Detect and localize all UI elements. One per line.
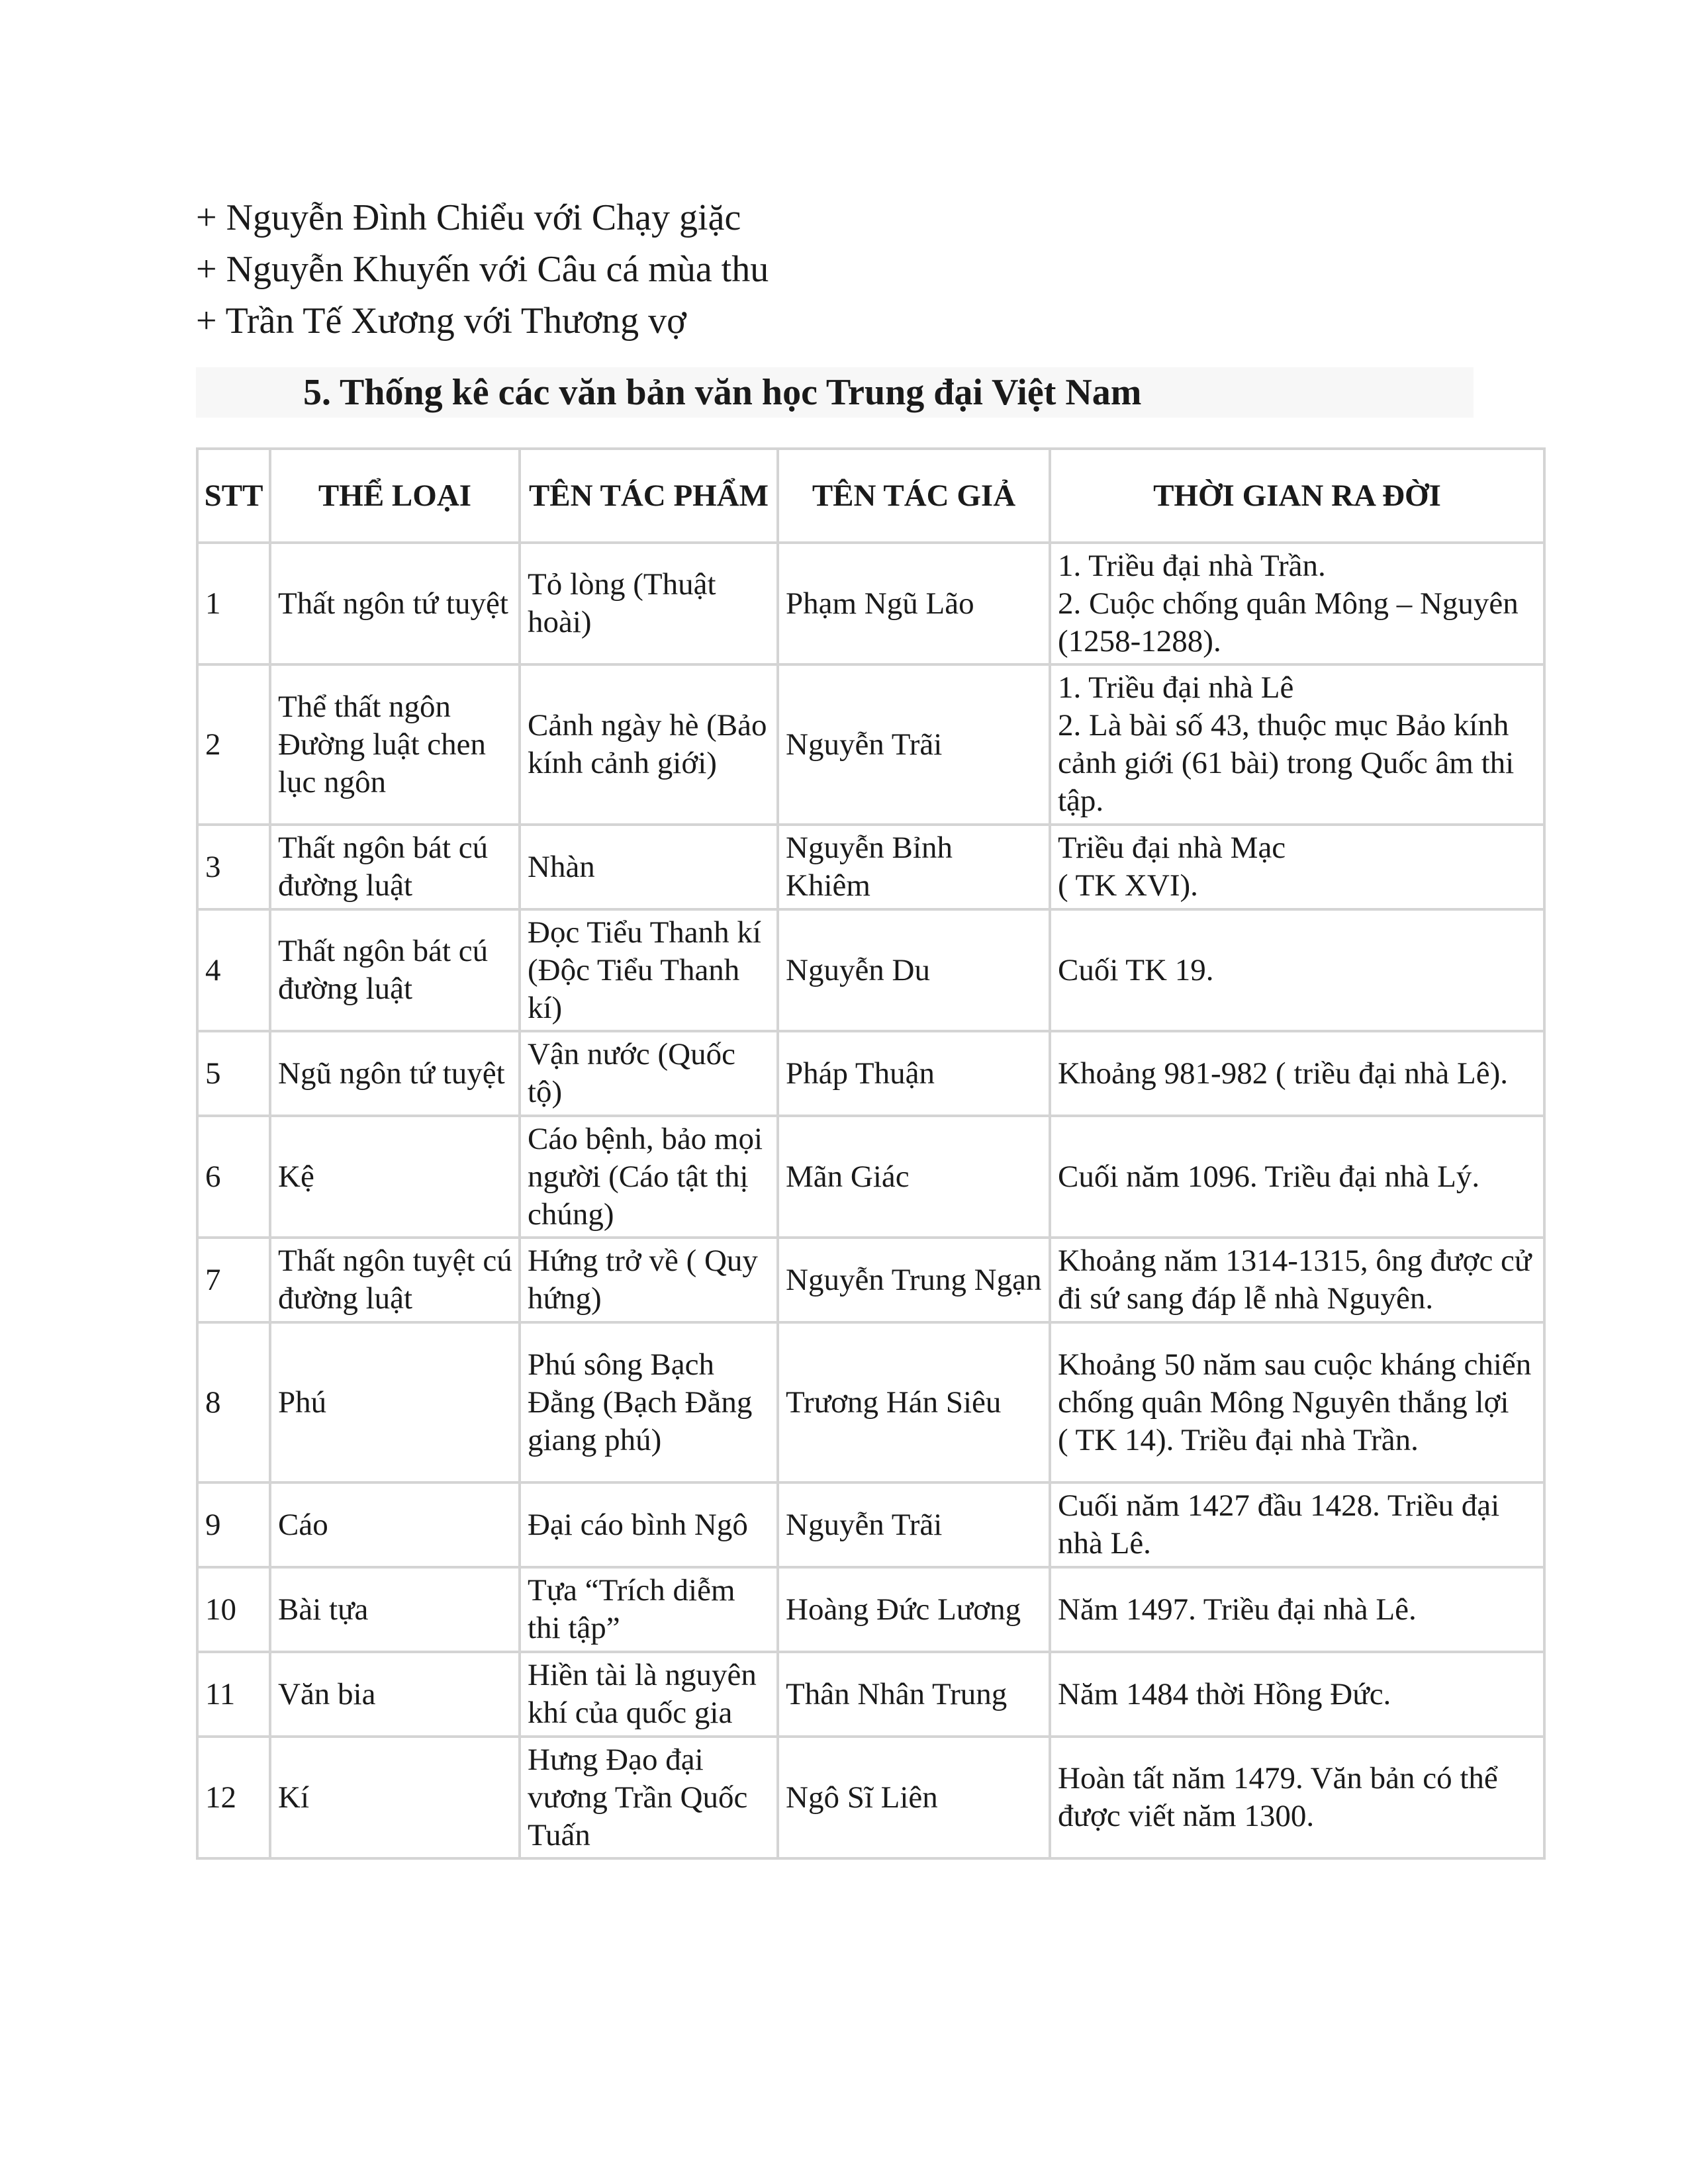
cell-work-title: Phú sông Bạch Đằng (Bạch Đằng giang phú) — [520, 1322, 778, 1482]
cell-time: 1. Triều đại nhà Trần. 2. Cuộc chống quân Mông – Nguyên (1258-1288). — [1050, 543, 1544, 664]
cell-time: Cuối TK 19. — [1050, 909, 1544, 1031]
bullet-list — [196, 192, 769, 347]
cell-time: Triều đại nhà Mạc ( TK XVI). — [1050, 825, 1544, 909]
cell-time: Cuối năm 1096. Triều đại nhà Lý. — [1050, 1116, 1544, 1238]
table-row — [197, 543, 1544, 664]
cell-author: Nguyễn Trãi — [778, 664, 1050, 825]
cell-genre: Văn bia — [270, 1652, 520, 1737]
bullet-item: + Trần Tế Xương với Thương vợ — [196, 300, 686, 341]
bullet-item: + Nguyễn Đình Chiểu với Chạy giặc — [196, 197, 741, 238]
cell-author: Thân Nhân Trung — [778, 1652, 1050, 1737]
cell-genre: Bài tựa — [270, 1567, 520, 1652]
table-header-row — [197, 449, 1544, 543]
table-row — [197, 1031, 1544, 1116]
cell-time: Hoàn tất năm 1479. Văn bản có thể được viết năm 1300. — [1050, 1737, 1544, 1858]
table-row — [197, 664, 1544, 825]
cell-time: Năm 1484 thời Hồng Đức. — [1050, 1652, 1544, 1737]
header-genre: THỂ LOẠI — [270, 449, 520, 543]
cell-stt: 7 — [197, 1238, 270, 1322]
cell-author: Hoàng Đức Lương — [778, 1567, 1050, 1652]
cell-stt: 8 — [197, 1322, 270, 1482]
cell-author: Nguyễn Du — [778, 909, 1050, 1031]
cell-work-title: Vận nước (Quốc tộ) — [520, 1031, 778, 1116]
cell-time: Năm 1497. Triều đại nhà Lê. — [1050, 1567, 1544, 1652]
header-author: TÊN TÁC GIẢ — [778, 449, 1050, 543]
cell-author: Nguyễn Trãi — [778, 1482, 1050, 1567]
cell-time: Khoảng năm 1314-1315, ông được cử đi sứ sang đáp lễ nhà Nguyên. — [1050, 1238, 1544, 1322]
table-row — [197, 1652, 1544, 1737]
cell-work-title: Tựa “Trích diễm thi tập” — [520, 1567, 778, 1652]
cell-genre: Kí — [270, 1737, 520, 1858]
cell-genre: Phú — [270, 1322, 520, 1482]
bullet-item: + Nguyễn Khuyến với Câu cá mùa thu — [196, 249, 769, 290]
cell-genre: Thể thất ngôn Đường luật chen lục ngôn — [270, 664, 520, 825]
cell-time: Cuối năm 1427 đầu 1428. Triều đại nhà Lê. — [1050, 1482, 1544, 1567]
cell-author: Nguyễn Trung Ngạn — [778, 1238, 1050, 1322]
cell-stt: 9 — [197, 1482, 270, 1567]
cell-stt: 4 — [197, 909, 270, 1031]
cell-stt: 12 — [197, 1737, 270, 1858]
cell-stt: 11 — [197, 1652, 270, 1737]
table-row — [197, 825, 1544, 909]
cell-work-title: Hưng Đạo đại vương Trần Quốc Tuấn — [520, 1737, 778, 1858]
cell-stt: 3 — [197, 825, 270, 909]
cell-work-title: Tỏ lòng (Thuật hoài) — [520, 543, 778, 664]
cell-author: Ngô Sĩ Liên — [778, 1737, 1050, 1858]
cell-author: Mãn Giác — [778, 1116, 1050, 1238]
header-stt: STT — [197, 449, 270, 543]
cell-work-title: Hứng trở về ( Quy hứng) — [520, 1238, 778, 1322]
section-title: 5. Thống kê các văn bản văn học Trung đại Việt Nam — [303, 372, 1142, 413]
table-row — [197, 1567, 1544, 1652]
cell-work-title: Đọc Tiểu Thanh kí (Độc Tiểu Thanh kí) — [520, 909, 778, 1031]
cell-author: Pháp Thuận — [778, 1031, 1050, 1116]
cell-work-title: Nhàn — [520, 825, 778, 909]
cell-time: Khoảng 50 năm sau cuộc kháng chiến chống quân Mông Nguyên thắng lợi ( TK 14). Triều đại nhà Trần. — [1050, 1322, 1544, 1482]
cell-time: 1. Triều đại nhà Lê 2. Là bài số 43, thuộc mục Bảo kính cảnh giới (61 bài) trong Quốc âm thi tập. — [1050, 664, 1544, 825]
table-row — [197, 909, 1544, 1031]
cell-work-title: Hiền tài là nguyên khí của quốc gia — [520, 1652, 778, 1737]
table-row — [197, 1322, 1544, 1482]
cell-author: Trương Hán Siêu — [778, 1322, 1050, 1482]
table-row — [197, 1238, 1544, 1322]
cell-stt: 5 — [197, 1031, 270, 1116]
table-row — [197, 1737, 1544, 1858]
cell-genre: Thất ngôn bát cú đường luật — [270, 825, 520, 909]
table-body — [197, 543, 1544, 1858]
cell-genre: Ngũ ngôn tứ tuyệt — [270, 1031, 520, 1116]
cell-genre: Kệ — [270, 1116, 520, 1238]
cell-genre: Thất ngôn tuyệt cú đường luật — [270, 1238, 520, 1322]
cell-genre: Thất ngôn bát cú đường luật — [270, 909, 520, 1031]
table-row — [197, 1116, 1544, 1238]
table-row — [197, 1482, 1544, 1567]
cell-stt: 1 — [197, 543, 270, 664]
cell-stt: 2 — [197, 664, 270, 825]
cell-author: Nguyễn Bỉnh Khiêm — [778, 825, 1050, 909]
cell-genre: Cáo — [270, 1482, 520, 1567]
cell-work-title: Đại cáo bình Ngô — [520, 1482, 778, 1567]
cell-time: Khoảng 981-982 ( triều đại nhà Lê). — [1050, 1031, 1544, 1116]
cell-genre: Thất ngôn tứ tuyệt — [270, 543, 520, 664]
cell-author: Phạm Ngũ Lão — [778, 543, 1050, 664]
cell-stt: 6 — [197, 1116, 270, 1238]
header-work-title: TÊN TÁC PHẨM — [520, 449, 778, 543]
cell-work-title: Cáo bệnh, bảo mọi người (Cáo tật thị chúng) — [520, 1116, 778, 1238]
cell-stt: 10 — [197, 1567, 270, 1652]
cell-work-title: Cảnh ngày hè (Bảo kính cảnh giới) — [520, 664, 778, 825]
works-table — [196, 447, 1546, 1860]
header-time: THỜI GIAN RA ĐỜI — [1050, 449, 1544, 543]
